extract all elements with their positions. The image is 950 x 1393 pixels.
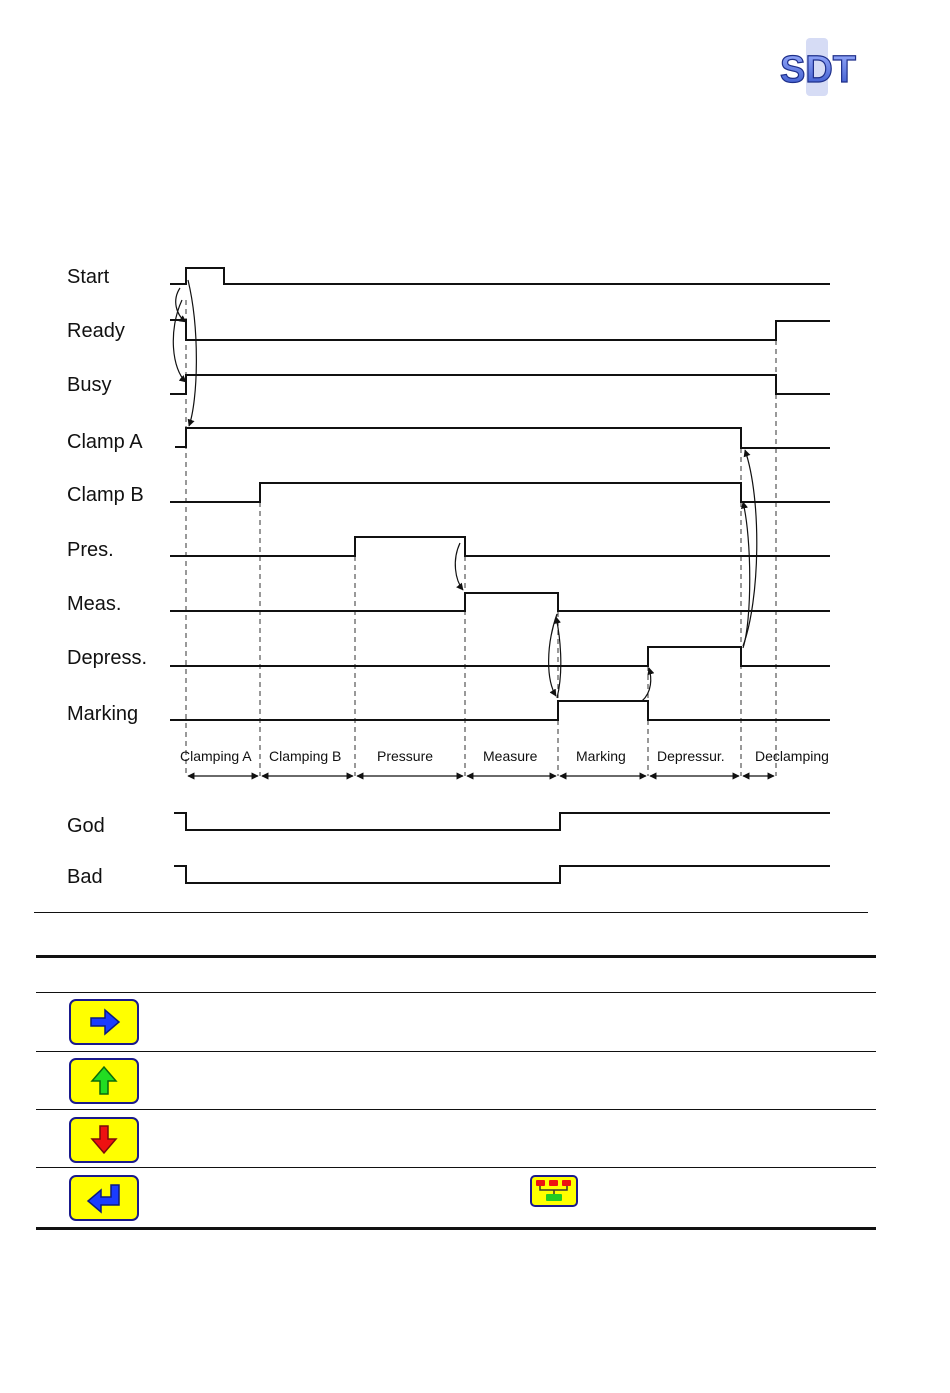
signal-label-ready: Ready <box>67 320 125 342</box>
right-arrow-key[interactable] <box>69 999 139 1045</box>
table-row-divider <box>36 1167 876 1168</box>
signal-label-clamp-a: Clamp A <box>67 431 143 453</box>
table-row-divider <box>36 1051 876 1052</box>
table-row <box>36 1169 876 1227</box>
table-row-divider <box>36 1109 876 1110</box>
down-arrow-key[interactable] <box>69 1117 139 1163</box>
phase-label-measure: Measure <box>483 748 538 764</box>
down-arrow-icon <box>71 1119 137 1161</box>
table-row <box>36 993 876 1051</box>
signal-label-pres: Pres. <box>67 539 114 561</box>
table-top-border <box>36 955 876 958</box>
waveform-ready <box>170 320 830 340</box>
right-arrow-icon <box>71 1001 137 1043</box>
table-bottom-border <box>36 1227 876 1230</box>
phase-labels <box>180 748 829 764</box>
waveform-clamp-a <box>175 428 830 448</box>
waveform-meas <box>170 593 830 611</box>
waveform-busy <box>170 375 830 394</box>
table-row <box>36 1111 876 1169</box>
enter-key[interactable] <box>69 1175 139 1221</box>
up-arrow-key[interactable] <box>69 1058 139 1104</box>
signal-label-meas: Meas. <box>67 593 122 615</box>
phase-label-depressur: Depressur. <box>657 748 725 764</box>
signal-label-busy: Busy <box>67 374 112 396</box>
phase-label-clamping-a: Clamping A <box>180 748 252 764</box>
table-row <box>36 1052 876 1110</box>
signal-label-depress: Depress. <box>67 647 148 669</box>
result-label-god: God <box>67 815 105 837</box>
phase-label-pressure: Pressure <box>377 748 434 764</box>
waveform-bad <box>174 866 830 883</box>
waveform-clamp-b <box>170 483 830 502</box>
waveform-depress <box>170 647 830 666</box>
enter-arrow-icon <box>71 1177 137 1219</box>
phase-boundaries <box>186 300 776 776</box>
waveforms <box>170 268 830 883</box>
timing-diagram <box>0 240 950 900</box>
signal-label-marking: Marking <box>67 703 139 725</box>
phase-label-marking: Marking <box>576 748 626 764</box>
menu-tree-icon <box>530 1175 578 1207</box>
waveform-pres <box>170 537 830 556</box>
up-arrow-icon <box>71 1060 137 1102</box>
result-label-bad: Bad <box>67 866 103 888</box>
phase-label-clamping-b: Clamping B <box>269 748 342 764</box>
signal-label-clamp-b: Clamp B <box>67 484 144 506</box>
phase-label-declamping: Declamping <box>755 748 829 764</box>
signal-labels <box>67 266 147 888</box>
waveform-start <box>170 268 830 284</box>
sdt-logo <box>770 36 866 100</box>
table-row-divider <box>36 992 876 993</box>
section-divider <box>34 912 868 913</box>
signal-label-start: Start <box>67 266 110 288</box>
logo-text: SDT <box>780 49 856 91</box>
waveform-god <box>174 813 830 830</box>
waveform-marking <box>170 701 830 720</box>
